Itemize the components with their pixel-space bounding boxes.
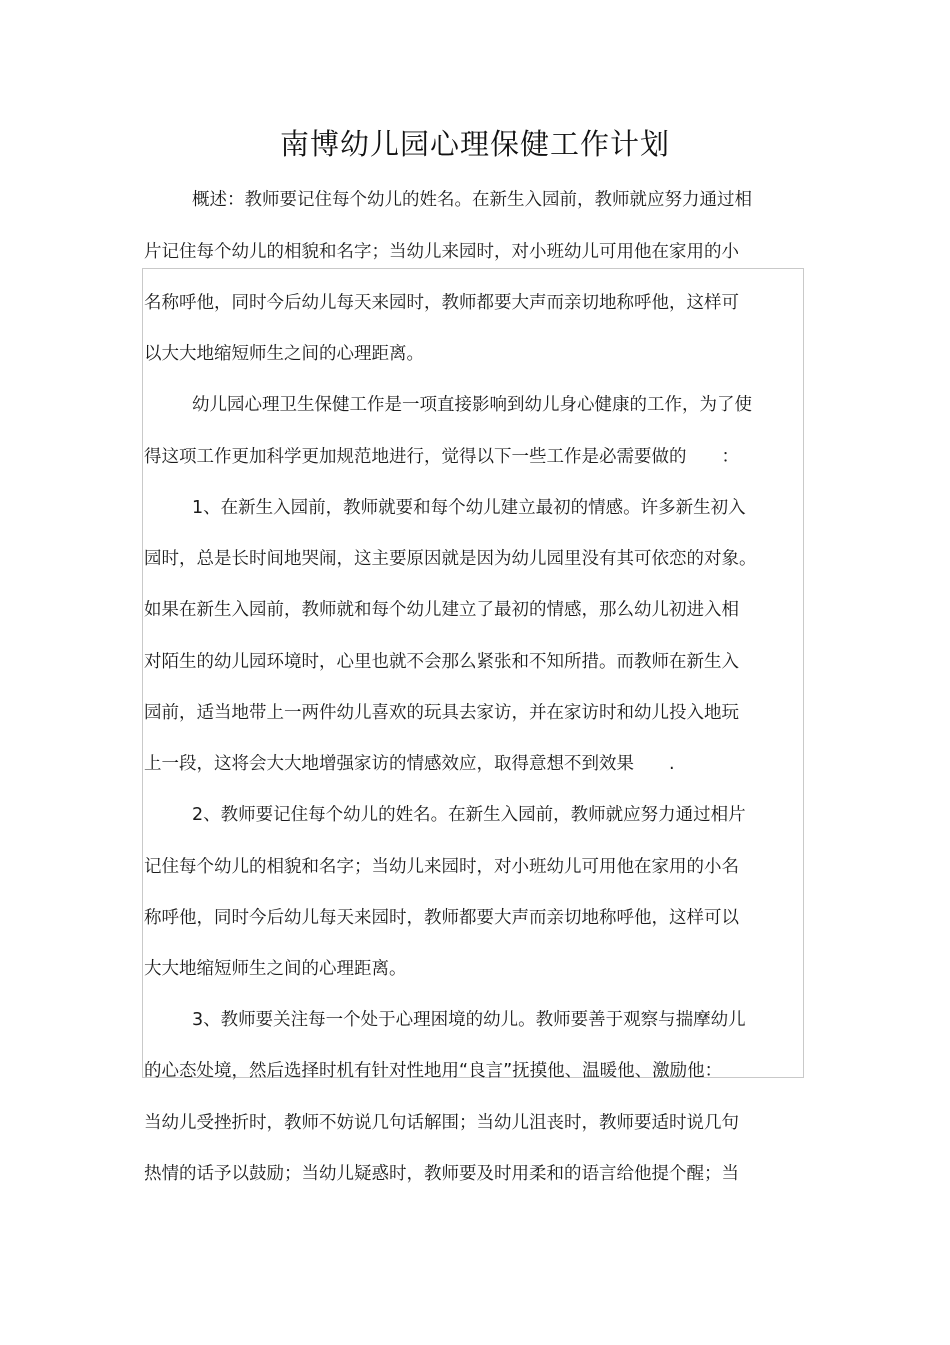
text-line: 热情的话予以鼓励；当幼儿疑惑时，教师要及时用柔和的语言给他提个醒；当 [144, 1164, 739, 1184]
text-line: 对陌生的幼儿园环境时，心里也就不会那么紧张和不知所措。而教师在新生入 [144, 652, 739, 672]
text-line: 园前，适当地带上一两件幼儿喜欢的玩具去家访，并在家访时和幼儿投入地玩 [144, 703, 739, 723]
text-line: 大大地缩短师生之间的心理距离。 [144, 959, 407, 979]
text-line: 的心态处境，然后选择时机有针对性地用“良言”抚摸他、温暖他、激励他： [144, 1061, 723, 1081]
text-line: 概述：教师要记住每个幼儿的姓名。在新生入园前，教师就应努力通过相 [192, 190, 752, 210]
text-line: 片记住每个幼儿的相貌和名字；当幼儿来园时，对小班幼儿可用他在家用的小 [144, 242, 739, 262]
text-line: 1、在新生入园前，教师就要和每个幼儿建立最初的情感。许多新生初入 [192, 498, 746, 518]
text-line: 记住每个幼儿的相貌和名字；当幼儿来园时，对小班幼儿可用他在家用的小名 [144, 857, 739, 877]
text-line: 以大大地缩短师生之间的心理距离。 [144, 344, 424, 364]
text-line: 名称呼他，同时今后幼儿每天来园时，教师都要大声而亲切地称呼他，这样可 [144, 293, 739, 313]
text-line: 得这项工作更加科学更加规范地进行，觉得以下一些工作是必需要做的 ： [144, 447, 739, 467]
text-line: 3、教师要关注每一个处于心理困境的幼儿。教师要善于观察与揣摩幼儿 [192, 1010, 746, 1030]
text-line: 上一段，这将会大大地增强家访的情感效应，取得意想不到效果 . [144, 754, 675, 774]
text-line: 幼儿园心理卫生保健工作是一项直接影响到幼儿身心健康的工作，为了使 [192, 395, 752, 415]
text-line: 如果在新生入园前，教师就和每个幼儿建立了最初的情感，那么幼儿初进入相 [144, 600, 739, 620]
text-line: 园时，总是长时间地哭闹，这主要原因就是因为幼儿园里没有其可依恋的对象。 [144, 549, 757, 569]
text-line: 2、教师要记住每个幼儿的姓名。在新生入园前，教师就应努力通过相片 [192, 805, 746, 825]
text-line: 称呼他，同时今后幼儿每天来园时，教师都要大声而亲切地称呼他，这样可以 [144, 908, 739, 928]
document-title: 南博幼儿园心理保健工作计划 [279, 127, 670, 161]
text-line: 当幼儿受挫折时，教师不妨说几句话解围；当幼儿沮丧时，教师要适时说几句 [144, 1113, 739, 1133]
